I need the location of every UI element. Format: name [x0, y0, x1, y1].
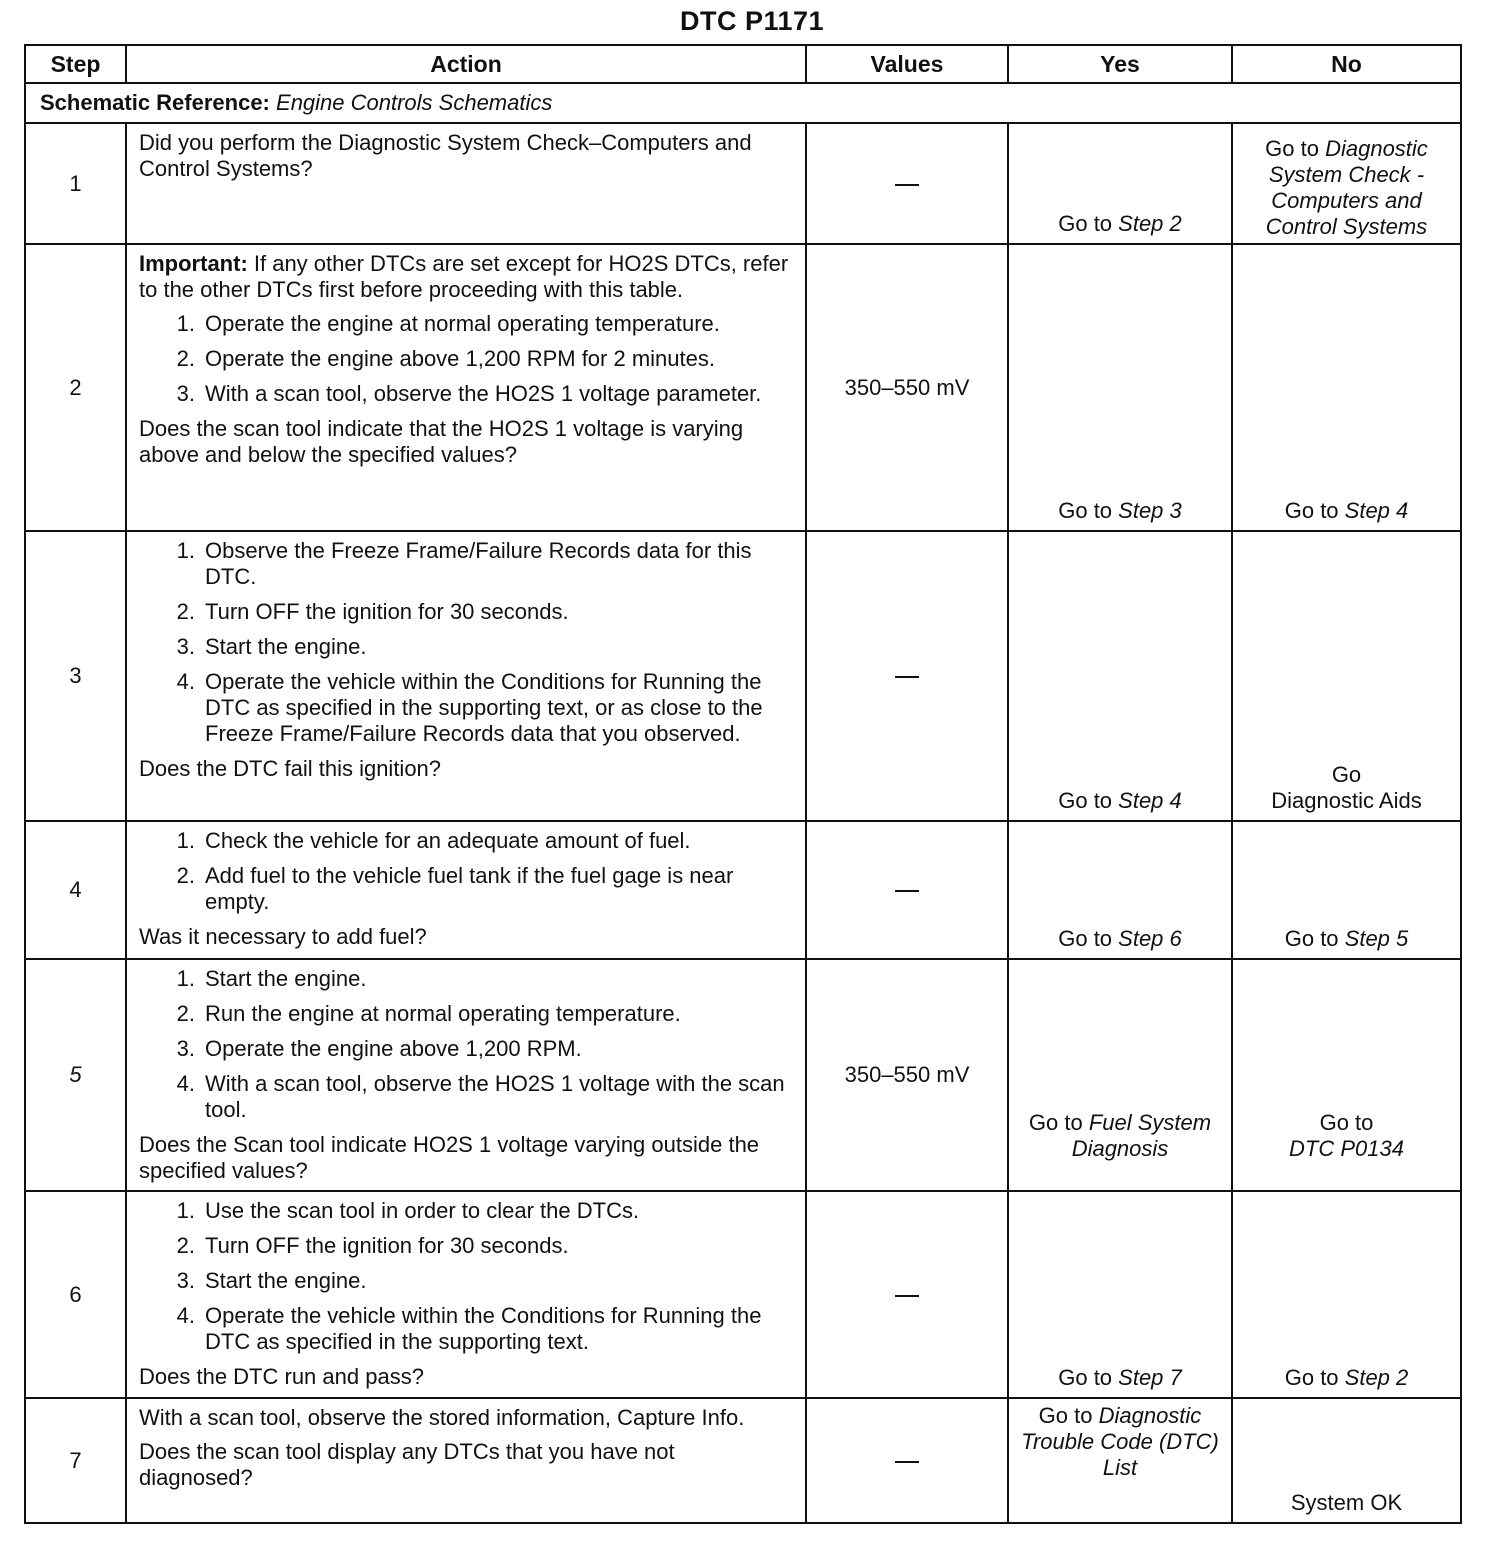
list-item: 1. Observe the Freeze Frame/Failure Records data for this DTC.	[176, 538, 752, 589]
list-item: 4. With a scan tool, observe the HO2S 1 voltage with the scan tool.	[176, 1071, 785, 1122]
no-cell	[1232, 821, 1461, 959]
table-row	[25, 244, 1461, 531]
yes-cell	[1008, 531, 1232, 821]
yes-link[interactable]: Step 6	[1118, 926, 1182, 951]
dash	[895, 1295, 919, 1297]
no-prefix: Go to	[1284, 926, 1345, 951]
yes-link[interactable]: Step 3	[1118, 498, 1182, 523]
header-yes: Yes	[1008, 45, 1232, 83]
list-item: 2. Turn OFF the ignition for 30 seconds.	[176, 1233, 569, 1258]
dash	[895, 890, 919, 892]
action-cell	[126, 959, 806, 1191]
list-item: 2. Turn OFF the ignition for 30 seconds.	[176, 599, 569, 624]
table-row	[25, 821, 1461, 959]
value-cell: 350–550 mV	[806, 244, 1008, 531]
no-prefix: Go to	[1319, 1110, 1374, 1135]
no-prefix: Go to	[1284, 1365, 1345, 1390]
step-number: 5	[25, 959, 126, 1191]
list-item: 1. Use the scan tool in order to clear the DTCs.	[176, 1198, 640, 1223]
question-text: Does the DTC run and pass?	[139, 1364, 424, 1389]
dash	[895, 184, 919, 186]
no-cell	[1232, 959, 1461, 1191]
step-number: 6	[25, 1191, 126, 1398]
yes-cell	[1008, 1398, 1232, 1523]
yes-cell	[1008, 821, 1232, 959]
value-cell	[806, 531, 1008, 821]
no-cell	[1232, 244, 1461, 531]
yes-prefix: Go to	[1058, 211, 1119, 236]
header-action: Action	[126, 45, 806, 83]
header-no: No	[1232, 45, 1461, 83]
action-cell	[126, 821, 806, 959]
list-item: 1. Operate the engine at normal operating temperature.	[176, 311, 720, 336]
list-item: 3. Start the engine.	[176, 634, 367, 659]
yes-link[interactable]: Diagnostic Trouble Code (DTC) List	[1021, 1403, 1219, 1480]
important-text: If any other DTCs are set except for HO2S DTCs, refer to the other DTCs first before proceeding with this table.	[139, 251, 789, 302]
question-text: Does the DTC fail this ignition?	[139, 756, 442, 781]
value-cell	[806, 1398, 1008, 1523]
yes-prefix: Go to	[1058, 788, 1119, 813]
no-link[interactable]: Diagnostic System Check - Computers and Control Systems	[1265, 136, 1428, 239]
list-item: 3. With a scan tool, observe the HO2S 1 voltage parameter.	[176, 381, 762, 406]
value-cell	[806, 123, 1008, 244]
no-cell	[1232, 123, 1461, 244]
table-row	[25, 1191, 1461, 1398]
step-number: 2	[25, 244, 126, 531]
action-text: Did you perform the Diagnostic System Check–Computers and Control Systems?	[139, 130, 752, 181]
question-text: Does the Scan tool indicate HO2S 1 voltage varying outside the specified values?	[139, 1132, 760, 1183]
header-row	[25, 45, 1461, 83]
yes-link[interactable]: Step 2	[1118, 211, 1182, 236]
yes-cell	[1008, 244, 1232, 531]
schematic-link[interactable]: Engine Controls Schematics	[276, 90, 553, 115]
yes-prefix: Go to	[1038, 1403, 1099, 1428]
no-link[interactable]: Diagnostic Aids	[1271, 788, 1422, 813]
table-row	[25, 531, 1461, 821]
list-item: 2. Run the engine at normal operating temperature.	[176, 1001, 681, 1026]
yes-cell	[1008, 959, 1232, 1191]
yes-cell	[1008, 1191, 1232, 1398]
list-item: 3. Start the engine.	[176, 1268, 367, 1293]
schematic-reference	[25, 83, 1461, 123]
no-link[interactable]: Step 4	[1344, 498, 1409, 523]
list-item: 4. Operate the vehicle within the Conditions for Running the DTC as specified in the supporting text.	[176, 1303, 762, 1354]
step-list	[139, 828, 793, 915]
step-list	[139, 311, 793, 407]
no-link[interactable]: Step 2	[1344, 1365, 1409, 1390]
no-cell	[1232, 1191, 1461, 1398]
list-item: 2. Add fuel to the vehicle fuel tank if the fuel gage is near empty.	[176, 863, 734, 914]
table-row	[25, 959, 1461, 1191]
action-cell	[126, 1191, 806, 1398]
step-list	[139, 1198, 793, 1355]
yes-prefix: Go to	[1058, 1365, 1119, 1390]
yes-link[interactable]: Step 7	[1118, 1365, 1182, 1390]
step-number: 3	[25, 531, 126, 821]
value-cell	[806, 821, 1008, 959]
page-title: DTC P1171	[679, 6, 825, 36]
schematic-row	[25, 83, 1461, 123]
yes-prefix: Go to	[1058, 498, 1119, 523]
action-cell	[126, 123, 806, 244]
schematic-label: Schematic Reference:	[40, 90, 270, 115]
no-link[interactable]: DTC P0134	[1289, 1136, 1404, 1161]
yes-prefix: Go to	[1058, 926, 1119, 951]
yes-prefix: Go to	[1028, 1110, 1089, 1135]
header-step: Step	[25, 45, 126, 83]
step-number: 7	[25, 1398, 126, 1523]
action-text: With a scan tool, observe the stored information, Capture Info.	[139, 1405, 745, 1430]
list-item: 2. Operate the engine above 1,200 RPM for 2 minutes.	[176, 346, 715, 371]
dash	[895, 676, 919, 678]
action-cell	[126, 1398, 806, 1523]
no-cell	[1232, 531, 1461, 821]
value-cell	[806, 1191, 1008, 1398]
yes-link[interactable]: Fuel System Diagnosis	[1071, 1110, 1212, 1161]
yes-cell	[1008, 123, 1232, 244]
step-list	[139, 538, 793, 747]
no-prefix: Go to	[1265, 136, 1326, 161]
table-row	[25, 123, 1461, 244]
dash	[895, 1461, 919, 1463]
table-row	[25, 1398, 1461, 1523]
action-cell	[126, 244, 806, 531]
step-number: 1	[25, 123, 126, 244]
diagnostic-table	[24, 44, 1462, 1524]
question-text: Was it necessary to add fuel?	[139, 924, 427, 949]
step-list	[139, 966, 793, 1123]
question-text: Does the scan tool display any DTCs that you have not diagnosed?	[139, 1439, 675, 1490]
list-item: 1. Check the vehicle for an adequate amount of fuel.	[176, 828, 691, 853]
important-label: Important:	[139, 251, 248, 276]
no-link[interactable]: Step 5	[1344, 926, 1409, 951]
no-cell: System OK	[1232, 1398, 1461, 1523]
header-values: Values	[806, 45, 1008, 83]
value-cell: 350–550 mV	[806, 959, 1008, 1191]
action-cell	[126, 531, 806, 821]
step-number: 4	[25, 821, 126, 959]
yes-link[interactable]: Step 4	[1118, 788, 1182, 813]
list-item: 3. Operate the engine above 1,200 RPM.	[176, 1036, 582, 1061]
list-item: 4. Operate the vehicle within the Conditions for Running the DTC as specified in the supporting text, or as close to the Freeze Frame/Failure Records data that you observed.	[176, 669, 763, 746]
list-item: 1. Start the engine.	[176, 966, 367, 991]
no-prefix: Go	[1331, 762, 1362, 787]
no-prefix: Go to	[1284, 498, 1345, 523]
important-note	[139, 251, 793, 303]
question-text: Does the scan tool indicate that the HO2S 1 voltage is varying above and below the specified values?	[139, 416, 744, 467]
